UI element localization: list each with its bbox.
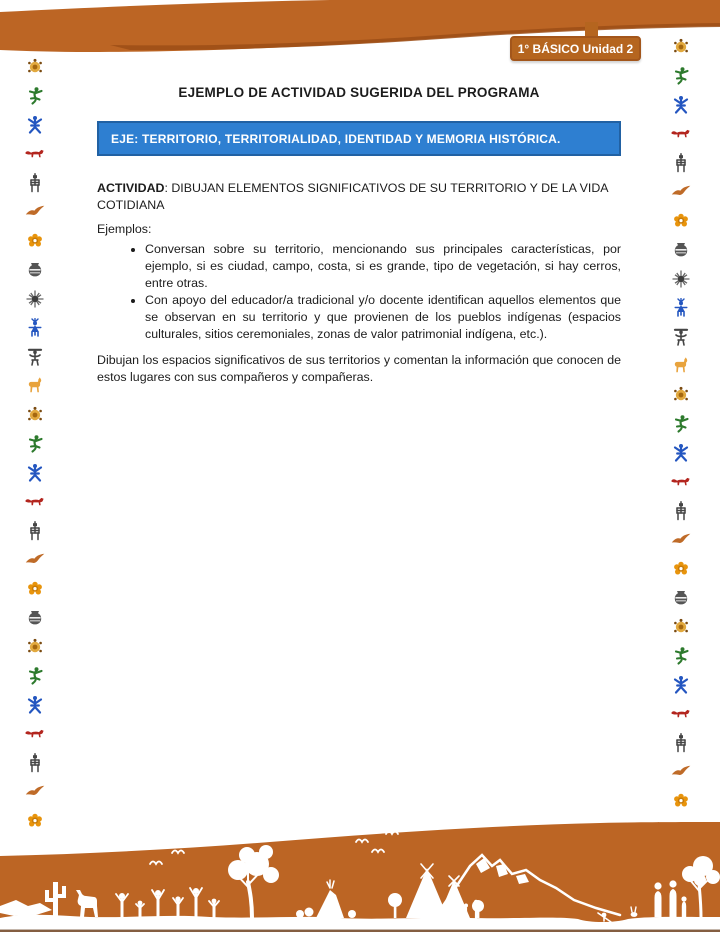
lizard-figure-icon bbox=[24, 434, 46, 454]
blue-anthropomorph-icon bbox=[670, 95, 692, 115]
pottery-vessel-icon bbox=[24, 608, 46, 628]
turtle-sun-icon bbox=[670, 385, 692, 405]
activity-text: : DIBUJAN ELEMENTOS SIGNIFICATIVOS DE SU TERRITORIO Y DE LA VIDA COTIDIANA bbox=[97, 181, 608, 212]
rock-art-figure-icon bbox=[670, 733, 692, 753]
activity-heading bbox=[97, 180, 621, 214]
unit-tab-label: 1° BÁSICO Unidad 2 bbox=[517, 41, 634, 56]
flower-icon bbox=[670, 791, 692, 811]
condor-icon bbox=[670, 530, 692, 550]
rock-art-figure-icon bbox=[670, 501, 692, 521]
sun-rays-icon bbox=[24, 289, 46, 309]
lizard-figure-icon bbox=[24, 666, 46, 686]
blue-anthropomorph-icon bbox=[670, 675, 692, 695]
pottery-vessel-icon bbox=[24, 260, 46, 280]
turtle-sun-icon bbox=[670, 37, 692, 57]
llama-icon bbox=[670, 356, 692, 376]
fox-icon bbox=[24, 724, 46, 744]
flower-icon bbox=[24, 231, 46, 251]
left-icon-column bbox=[22, 57, 48, 831]
fox-icon bbox=[670, 472, 692, 492]
llama-icon bbox=[24, 376, 46, 396]
condor-icon bbox=[670, 762, 692, 782]
lizard-figure-icon bbox=[24, 86, 46, 106]
rock-art-figure-icon bbox=[24, 173, 46, 193]
pottery-vessel-icon bbox=[670, 240, 692, 260]
lizard-figure-icon bbox=[670, 66, 692, 86]
content-column bbox=[97, 85, 621, 386]
condor-icon bbox=[24, 202, 46, 222]
lizard-figure-icon bbox=[670, 414, 692, 434]
example-bullet: • Conversan sobre su territorio, mencionando sus principales características, por ejemplo, si es ciudad, campo, costa, si es grande, tipo de vegetación, si hay cerros, entre otras. bbox=[145, 241, 621, 292]
eje-banner-text: EJE: TERRITORIO, TERRITORIALIDAD, IDENTIDAD Y MEMORIA HISTÓRICA. bbox=[111, 131, 561, 146]
rock-art-figure-icon bbox=[24, 753, 46, 773]
eje-banner bbox=[97, 121, 621, 156]
fox-icon bbox=[24, 144, 46, 164]
rock-art-figure-icon bbox=[24, 521, 46, 541]
example-bullet: • Con apoyo del educador/a tradicional y/o docente identifican aquellos elementos que se observan en su territorio y que provienen de los pueblos indígenas (espacios culturales, sitios ceremoniales, zonas de valor patrimonial indígena, etc.). bbox=[145, 292, 621, 343]
page-title: EJEMPLO DE ACTIVIDAD SUGERIDA DEL PROGRAMA bbox=[178, 85, 540, 100]
fox-icon bbox=[24, 492, 46, 512]
right-icon-column bbox=[668, 37, 694, 811]
lizard-figure-icon bbox=[670, 646, 692, 666]
example-bullet-list bbox=[97, 241, 621, 343]
drummer-figure-icon bbox=[24, 347, 46, 367]
condor-icon bbox=[670, 182, 692, 202]
bottom-landscape-silhouette bbox=[0, 822, 720, 932]
condor-icon bbox=[24, 782, 46, 802]
turtle-sun-icon bbox=[24, 637, 46, 657]
fox-icon bbox=[670, 124, 692, 144]
unit-tab bbox=[510, 36, 641, 61]
drummer-figure-icon bbox=[670, 327, 692, 347]
turtle-sun-icon bbox=[24, 57, 46, 77]
closing-paragraph: Dibujan los espacios significativos de sus territorios y comentan la información que conocen de estos lugares con sus compañeros y compañeras. bbox=[97, 353, 621, 384]
turtle-sun-icon bbox=[24, 405, 46, 425]
fox-icon bbox=[670, 704, 692, 724]
rock-art-figure-icon bbox=[670, 153, 692, 173]
flower-icon bbox=[670, 211, 692, 231]
flower-icon bbox=[670, 559, 692, 579]
blue-dancer-icon bbox=[24, 318, 46, 338]
examples-label: Ejemplos: bbox=[97, 222, 152, 236]
activity-label: ACTIVIDAD bbox=[97, 181, 165, 195]
pottery-vessel-icon bbox=[670, 588, 692, 608]
blue-anthropomorph-icon bbox=[24, 695, 46, 715]
blue-dancer-icon bbox=[670, 298, 692, 318]
blue-anthropomorph-icon bbox=[24, 115, 46, 135]
blue-anthropomorph-icon bbox=[670, 443, 692, 463]
blue-anthropomorph-icon bbox=[24, 463, 46, 483]
sun-rays-icon bbox=[670, 269, 692, 289]
flower-icon bbox=[24, 579, 46, 599]
condor-icon bbox=[24, 550, 46, 570]
turtle-sun-icon bbox=[670, 617, 692, 637]
